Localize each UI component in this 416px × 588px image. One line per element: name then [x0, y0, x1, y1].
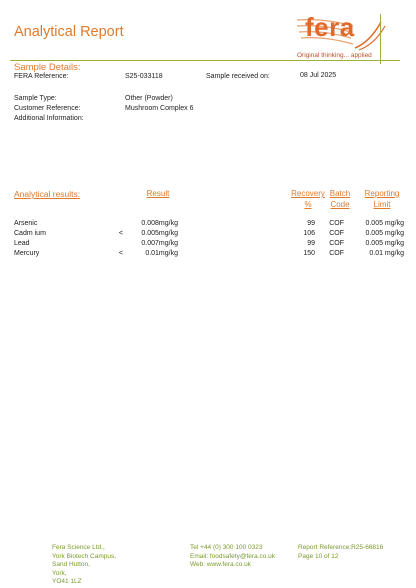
result-qualifier: < [118, 250, 123, 257]
analyte-name: Lead [14, 240, 30, 247]
customer-reference-label: Customer Reference: [14, 105, 81, 112]
sample-type-label: Sample Type: [14, 95, 57, 102]
footer-report-info [298, 544, 383, 561]
sample-type-value: Other (Powder) [125, 95, 173, 102]
reporting-limit-value: 0.005 mg/kg [365, 240, 404, 247]
fera-reference-value: S25-033118 [125, 73, 163, 80]
reporting-limit-value: 0.01 mg/kg [369, 250, 404, 257]
result-value: 0.007mg/kg [141, 240, 178, 247]
analyte-name: Cadm ium [14, 230, 46, 237]
recovery-column-header: Recovery [291, 189, 325, 198]
batch-code-value: COF [329, 240, 344, 247]
sample-received-value: 08 Jul 2025 [300, 72, 337, 79]
logo-wordmark: fera [305, 12, 355, 42]
address-line: York Biotech Campus, [52, 552, 117, 560]
recovery-value: 99 [307, 240, 315, 247]
footer-website[interactable]: Web: www.fera.co.uk [190, 561, 251, 568]
reporting-limit-value: 0.005 mg/kg [365, 220, 404, 227]
additional-information-label: Additional Information: [14, 115, 84, 122]
footer-email[interactable]: Email: foodsafety@fera.co.uk [190, 552, 275, 560]
reporting-column-header: Reporting [364, 189, 400, 198]
fera-reference-label: FERA Reference: [14, 73, 69, 80]
address-line: Sand Hutton, [52, 561, 90, 568]
analyte-name: Mercury [14, 250, 40, 257]
reporting-limit-header: Limit [373, 200, 391, 209]
analyte-name: Arsenic [14, 220, 38, 227]
logo-divider [380, 14, 382, 64]
batch-column-header: Batch [329, 189, 351, 198]
logo-tagline: Original thinking... applied [297, 52, 372, 59]
result-value: 0.005mg/kg [141, 230, 178, 237]
sample-received-label: Sample received on: [206, 73, 270, 80]
result-qualifier: < [118, 230, 123, 237]
result-value: 0.01mg/kg [145, 250, 178, 257]
batch-code-value: COF [329, 230, 344, 237]
page-title: Analytical Report [14, 24, 124, 40]
result-value: 0.008mg/kg [141, 220, 178, 227]
batch-code-value: COF [329, 220, 344, 227]
reporting-limit-value: 0.005 mg/kg [365, 230, 404, 237]
recovery-unit-header: % [304, 200, 312, 209]
fera-logo [295, 14, 405, 64]
address-line: Fera Science Ltd., [52, 544, 105, 551]
batch-code-value: COF [329, 250, 344, 257]
address-line: York, [52, 569, 67, 577]
footer-telephone: Tel +44 (0) 300 100 0323 [190, 544, 263, 551]
sample-details-heading: Sample Details: [14, 62, 81, 73]
recovery-value: 106 [303, 230, 315, 237]
footer-address [52, 544, 116, 587]
page-number: Page 10 of 12 [298, 552, 339, 560]
footer-contact [190, 544, 275, 570]
recovery-value: 150 [303, 250, 315, 257]
result-column-header: Result [146, 189, 170, 198]
customer-reference-value: Mushroom Complex 6 [125, 105, 194, 112]
header-divider [10, 60, 400, 61]
batch-code-header: Code [330, 200, 350, 209]
address-line: YO41 1LZ [52, 578, 82, 585]
recovery-value: 99 [307, 220, 315, 227]
report-reference: Report Reference:R25-66816 [298, 544, 384, 551]
analytical-results-heading: Analytical results: [14, 189, 81, 199]
